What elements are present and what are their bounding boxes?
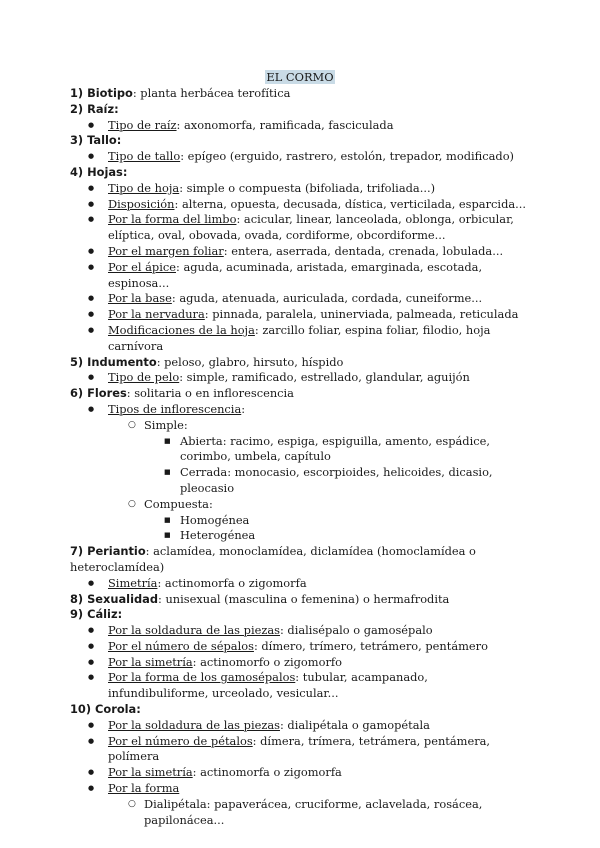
section-caliz — [70, 607, 530, 623]
list-subitem: ○ Dialipétala: papaverácea, cruciforme, aclavelada, rosácea, papilonácea... — [70, 797, 530, 829]
list-caliz — [70, 623, 530, 702]
section-text: : solitaria o en inflorescencia — [126, 386, 294, 401]
item-key: Por el ápice — [108, 259, 176, 274]
item-key: Tipo de raíz — [108, 117, 177, 132]
item-key: Por la base — [108, 291, 172, 306]
list-subsubitem: ■ Abierta: racimo, espiga, espiguilla, amento, espádice, corimbo, umbela, capítulo — [70, 434, 530, 466]
item-key: Por el margen foliar — [108, 243, 224, 258]
list-subsubitem: ■ Cerrada: monocasio, escorpioides, helicoides, dicasio, pleocasio — [70, 465, 530, 497]
item-key: Disposición — [108, 196, 175, 211]
section-flores — [70, 386, 530, 402]
item-key: Tipos de inflorescencia — [108, 401, 242, 416]
section-colon: : — [117, 607, 123, 622]
item-key: Simetría — [108, 575, 158, 590]
list-indumento — [70, 370, 530, 386]
section-colon: : — [122, 164, 128, 179]
list-item — [70, 212, 530, 244]
section-label: 3) Tallo — [70, 133, 117, 148]
list-item — [70, 291, 530, 307]
list-periantio — [70, 576, 530, 592]
list-item — [70, 655, 530, 671]
item-value: : simple o compuesta (bifoliada, trifoliada...) — [179, 180, 436, 195]
section-indumento — [70, 355, 530, 371]
list-subitem: ○ Compuesta: — [70, 497, 530, 513]
list-item — [70, 718, 530, 734]
section-label: 2) Raíz — [70, 101, 115, 116]
list-item — [70, 734, 530, 766]
document-page — [70, 70, 530, 828]
section-text: : planta herbácea terofítica — [132, 86, 291, 100]
item-value: : simple, ramificado, estrellado, glandular, aguijón — [179, 370, 470, 385]
list-item — [70, 623, 530, 639]
item-key: Por el número de sépalos — [108, 638, 254, 653]
item-value: : pinnada, paralela, uninerviada, palmeada, reticulada — [204, 307, 519, 322]
section-biotipo — [70, 86, 530, 102]
item-value: : zarcillo foliar, espina foliar, filodio, hoja carnívora — [108, 322, 491, 353]
item-value: : axonomorfa, ramificada, fasciculada — [176, 117, 394, 132]
list-item — [70, 639, 530, 655]
item-value: : actinomorfa o zigomorfa — [192, 765, 342, 780]
list-tallo — [70, 149, 530, 165]
section-tallo — [70, 133, 530, 149]
item-value: : epígeo (erguido, rastrero, estolón, trepador, modificado) — [180, 149, 514, 164]
list-subsubitem: ■ Heterogénea — [70, 528, 530, 544]
list-item — [70, 370, 530, 386]
list-item — [70, 149, 530, 165]
item-key: Por el número de pétalos — [108, 733, 253, 748]
list-item — [70, 765, 530, 781]
item-key: Por la forma de los gamosépalos — [108, 670, 296, 685]
list-item — [70, 323, 530, 355]
list-item — [70, 118, 530, 134]
list-raiz — [70, 118, 530, 134]
item-key: Por la forma — [108, 781, 180, 796]
list-flores — [70, 402, 530, 544]
section-raiz — [70, 102, 530, 118]
section-label: 10) Corola — [70, 702, 137, 717]
section-text: : unisexual (masculina o femenina) o hermafrodita — [157, 591, 450, 606]
item-value: : dialisépalo o gamosépalo — [279, 623, 433, 638]
item-value: : dialipétala o gamopétala — [279, 717, 430, 732]
item-key: Tipo de hoja — [108, 180, 180, 195]
item-key: Tipo de tallo — [108, 149, 181, 164]
item-value: : actinomorfo o zigomorfo — [192, 654, 342, 669]
list-item — [70, 307, 530, 323]
item-value: : aguda, atenuada, auriculada, cordada, cuneiforme... — [171, 291, 483, 306]
list-subitem: ○ Simple: — [70, 418, 530, 434]
section-colon: : — [116, 133, 122, 148]
list-item — [70, 244, 530, 260]
section-label: 1) Biotipo — [70, 86, 133, 100]
item-key: Tipo de pelo — [108, 370, 180, 385]
item-key: Por la forma del limbo — [108, 212, 237, 227]
item-value: : dímero, trímero, tetrámero, pentámero — [253, 638, 488, 653]
item-key: Por la soldadura de las piezas — [108, 717, 280, 732]
list-item — [70, 181, 530, 197]
item-key: Por la simetría — [108, 654, 193, 669]
section-label: 5) Indumento — [70, 354, 157, 369]
list-item — [70, 670, 530, 702]
section-label: 8) Sexualidad — [70, 591, 158, 606]
list-hojas — [70, 181, 530, 355]
item-value: : entera, aserrada, dentada, crenada, lobulada... — [223, 243, 504, 258]
list-subsubitem: ■ Homogénea — [70, 513, 530, 529]
item-key: Por la soldadura de las piezas — [108, 623, 280, 638]
item-value: : alterna, opuesta, decusada, dística, verticilada, esparcida... — [174, 196, 527, 211]
section-text: : aclamídea, monoclamídea, diclamídea (homoclamídea o heteroclamídea) — [70, 544, 476, 574]
list-item — [70, 402, 530, 418]
section-label: 4) Hojas — [70, 164, 123, 179]
section-colon: : — [136, 702, 141, 717]
section-label: 6) Flores — [70, 386, 127, 401]
item-value: : dímera, trímera, tetrámera, pentámera, polímera — [108, 733, 491, 764]
item-value: : — [241, 401, 246, 416]
section-hojas — [70, 165, 530, 181]
section-periantio — [70, 544, 530, 576]
section-corola — [70, 702, 530, 718]
section-text: : peloso, glabro, hirsuto, híspido — [156, 354, 344, 369]
section-label: 9) Cáliz — [70, 607, 118, 622]
list-item — [70, 576, 530, 592]
list-item — [70, 197, 530, 213]
list-item — [70, 260, 530, 292]
item-value: : actinomorfa o zigomorfa — [157, 575, 307, 590]
item-value: : tubular, acampanado, infundibuliforme, urceolado, vesicular... — [108, 670, 428, 701]
section-colon: : — [114, 101, 119, 116]
page-title: EL CORMO — [266, 70, 334, 84]
section-sexualidad — [70, 592, 530, 608]
section-label: 7) Periantio — [70, 544, 146, 559]
item-value: : acicular, linear, lanceolada, oblonga, orbicular, elíptica, oval, obovada, ovada, cordiforme, obcordiforme... — [108, 212, 514, 243]
item-key: Por la simetría — [108, 765, 193, 780]
item-value: : aguda, acuminada, aristada, emarginada, escotada, espinosa... — [108, 259, 483, 290]
list-corola — [70, 718, 530, 829]
item-key: Por la nervadura — [108, 307, 205, 322]
title-row — [70, 70, 530, 86]
item-key: Modificaciones de la hoja — [108, 322, 255, 337]
list-item — [70, 781, 530, 797]
